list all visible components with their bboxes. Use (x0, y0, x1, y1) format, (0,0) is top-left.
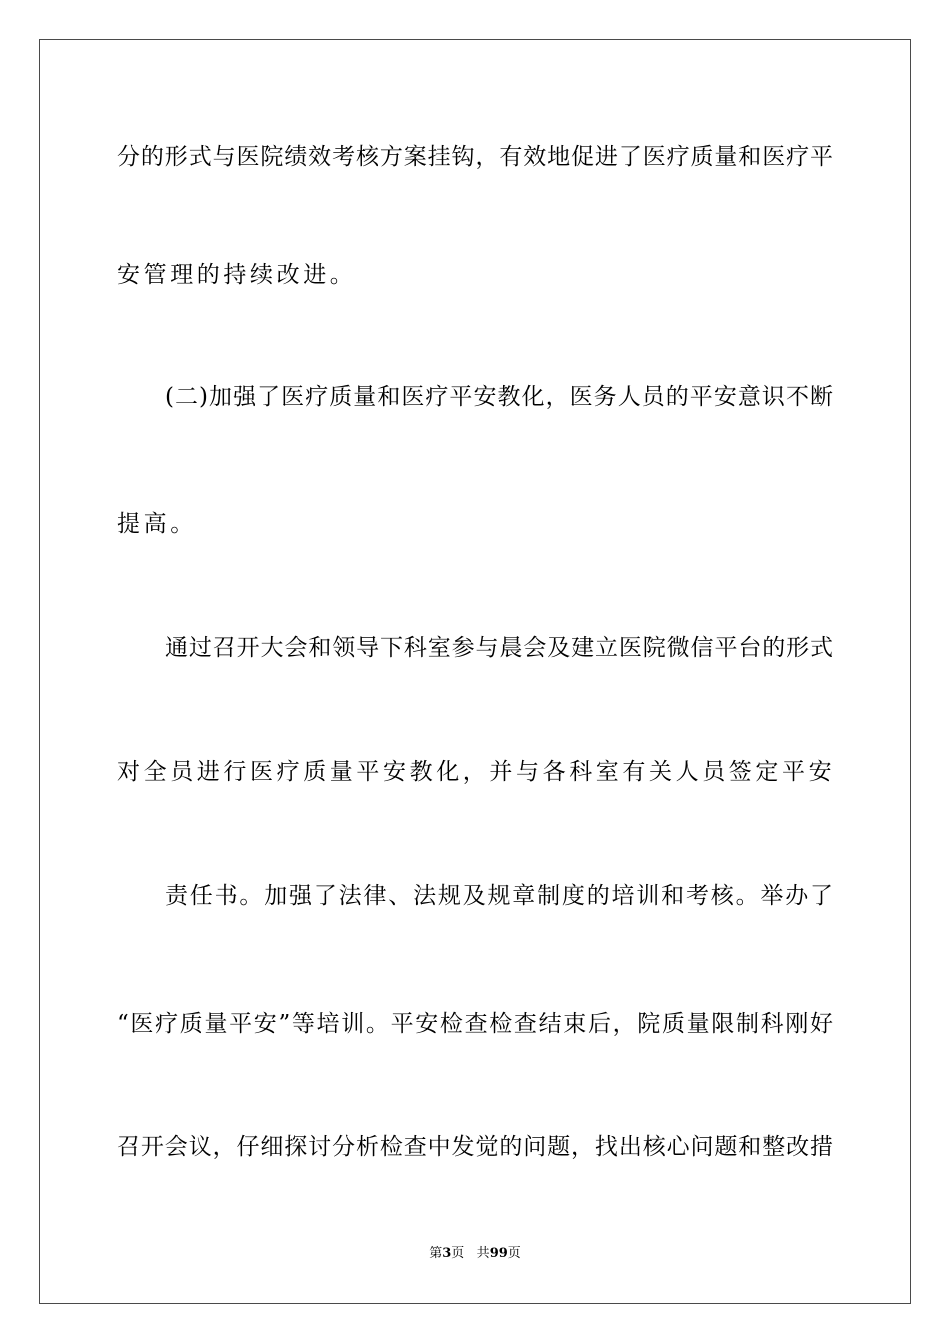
page-number: 3 (442, 1246, 452, 1261)
body-text-line: 安管理的持续改进。 (117, 262, 357, 288)
body-text-line: 召开会议，仔细探讨分析检查中发觉的问题，找出核心问题和整改措 (117, 1134, 833, 1160)
body-text-line: “医疗质量平安”等培训。平安检查检查结束后，院质量限制科刚好 (117, 1011, 833, 1037)
body-text-line: 责任书。加强了法律、法规及规章制度的培训和考核。举办了 (165, 883, 833, 909)
body-text-line: (二)加强了医疗质量和医疗平安教化，医务人员的平安意识不断 (165, 384, 833, 410)
total-suffix: 页 (507, 1246, 521, 1261)
body-text-line: 通过召开大会和领导下科室参与晨会及建立医院微信平台的形式 (165, 635, 833, 661)
page-border (39, 39, 911, 1304)
body-text-line: 提高。 (117, 511, 197, 537)
page-prefix: 第 (429, 1246, 443, 1261)
page-suffix: 页 (451, 1246, 465, 1261)
page-footer (0, 1246, 950, 1262)
total-prefix: 共 (476, 1246, 490, 1261)
body-text-line: 分的形式与医院绩效考核方案挂钩，有效地促进了医疗质量和医疗平 (117, 144, 833, 170)
total-pages: 99 (489, 1246, 508, 1261)
body-text-line: 对全员进行医疗质量平安教化，并与各科室有关人员签定平安 (117, 759, 836, 785)
